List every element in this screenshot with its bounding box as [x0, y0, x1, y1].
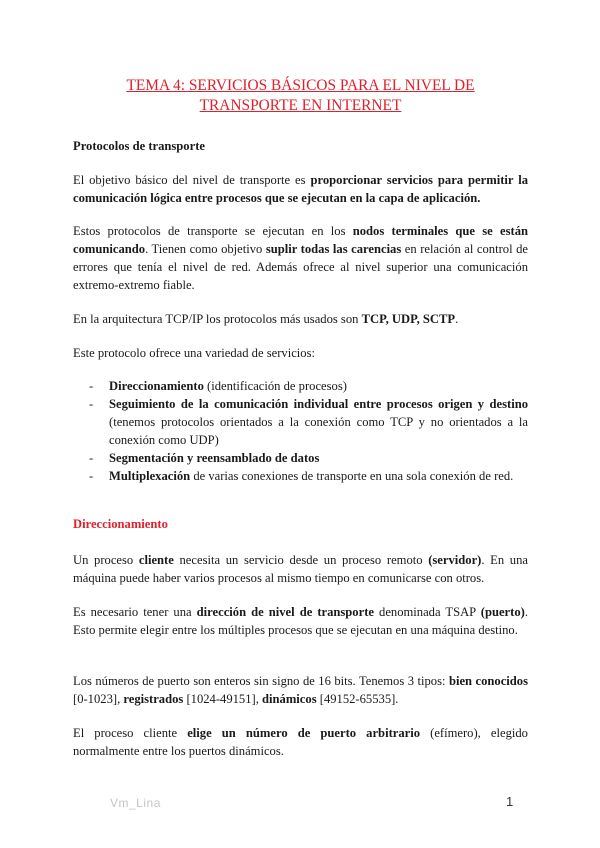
- text-run: Los números de puerto son enteros sin signo de 16 bits. Tenemos 3 tipos:: [73, 674, 449, 688]
- bold-run: proporcionar servicios para permitir la comunicación lógica entre procesos que se ejecutan en la capa de aplicación.: [73, 173, 528, 205]
- bold-run: dinámicos: [262, 692, 317, 706]
- text-run: [1024-49151],: [183, 692, 263, 706]
- paragraph-protocolos: [73, 222, 528, 294]
- section-heading-protocolos: Protocolos de transporte: [73, 139, 205, 153]
- text-run: En la arquitectura TCP/IP los protocolos más usados son: [73, 312, 362, 326]
- text-run: . En una máquina puede haber varios procesos al mismo tiempo en comunicarse con otros.: [73, 553, 528, 585]
- paragraph-cliente: [73, 551, 528, 587]
- text-run: (efímero), elegido normalmente entre los puertos dinámicos.: [73, 726, 528, 758]
- paragraph-arquitectura: [73, 310, 528, 328]
- title-line-2: TRANSPORTE EN INTERNET: [199, 97, 402, 114]
- text-run: (identificación de procesos): [203, 379, 347, 393]
- bold-run: bien conocidos: [448, 674, 528, 688]
- list-dash: -: [89, 469, 94, 483]
- paragraph-tsap: [73, 603, 528, 639]
- bold-run: Multiplexación: [109, 469, 191, 483]
- paragraph-objetivo: [73, 171, 528, 207]
- text-run: El proceso cliente: [73, 726, 188, 740]
- bold-run: (servidor): [428, 553, 482, 567]
- bold-run: registrados: [123, 692, 184, 706]
- text-run: Estos protocolos de transporte se ejecutan en los: [73, 224, 353, 238]
- list-item: [73, 395, 528, 449]
- text-run: Es necesario tener una: [73, 605, 197, 619]
- text-run: (tenemos protocolos orientados a la conexión como TCP y no orientados a la conexión como UDP): [109, 415, 528, 447]
- bold-run: nodos terminales que se están comunicando: [73, 224, 528, 256]
- list-dash: -: [89, 397, 94, 411]
- footer-watermark: Vm_Lina: [110, 796, 161, 810]
- text-run: El objetivo básico del nivel de transporte es: [73, 173, 311, 187]
- text-run: .: [455, 312, 459, 326]
- list-dash: -: [89, 451, 94, 465]
- bold-run: (puerto): [480, 605, 525, 619]
- text-run: . Tienen como objetivo: [145, 242, 266, 256]
- text-run: denominada TSAP: [373, 605, 481, 619]
- bold-run: Segmentación y reensamblado de datos: [109, 451, 320, 465]
- document-title: [73, 76, 528, 116]
- text-run: de varias conexiones de transporte en una sola conexión de red.: [190, 469, 514, 483]
- paragraph-puertos: [73, 672, 528, 708]
- bold-run: Direccionamiento: [109, 379, 204, 393]
- bold-run: cliente: [138, 553, 174, 567]
- title-line-1: TEMA 4: SERVICIOS BÁSICOS PARA EL NIVEL DE: [126, 77, 475, 94]
- bold-run: Seguimiento de la comunicación individual entre procesos origen y destino: [109, 397, 528, 411]
- section-heading-direccionamiento: Direccionamiento: [73, 517, 168, 531]
- text-run: [0-1023],: [73, 692, 124, 706]
- page-number: 1: [506, 794, 514, 809]
- list-item: [73, 467, 528, 485]
- list-dash: -: [89, 379, 94, 393]
- bold-run: dirección de nivel de transporte: [196, 605, 374, 619]
- paragraph-servicios-intro: Este protocolo ofrece una variedad de servicios:: [73, 346, 315, 360]
- list-item: [73, 449, 528, 467]
- text-run: [49152-65535].: [316, 692, 399, 706]
- text-run: Un proceso: [73, 553, 139, 567]
- bold-run: suplir todas las carencias: [265, 242, 402, 256]
- list-item: [73, 377, 528, 395]
- text-run: . Esto permite elegir entre los múltiples procesos que se ejecutan en una máquina destino.: [73, 605, 528, 637]
- bold-run: TCP, UDP, SCTP: [361, 312, 456, 326]
- bold-run: elige un número de puerto arbitrario: [187, 726, 421, 740]
- services-list: [73, 377, 528, 485]
- text-run: necesita un servicio desde un proceso remoto: [173, 553, 429, 567]
- paragraph-efimero: [73, 724, 528, 760]
- text-run: en relación al control de errores que tenía el nivel de red. Además ofrece al nivel superior una comunicación extremo-extremo fiable.: [73, 242, 528, 292]
